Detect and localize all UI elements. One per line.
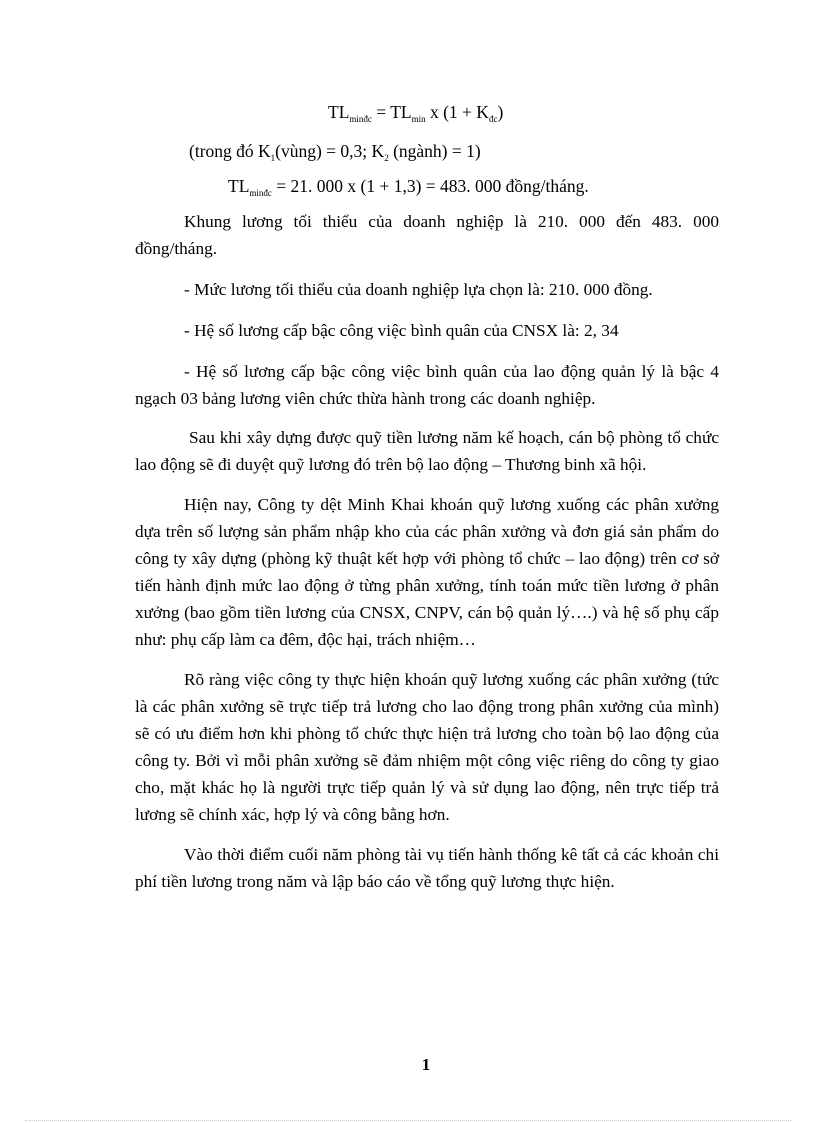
- formula-term: ): [497, 102, 504, 122]
- formula-text: = 21. 000 x (1 + 1,3) = 483. 000 đồng/tháng.: [271, 176, 589, 196]
- paragraph-manager-coefficient: - Hệ số lương cấp bậc công việc bình quân của lao động quản lý là bậc 4 ngạch 03 bảng lương viên chức thừa hành trong các doanh nghiệp.: [135, 362, 719, 408]
- paragraph-advantages: Rõ ràng việc công ty thực hiện khoán quỹ lương xuống các phân xưởng (tức là các phân xưởng sẽ trực tiếp trả lương cho lao động trong phân xưởng của mình) sẽ có ưu điểm hơn khi phòng tổ chức thực hiện trả lương cho toàn bộ lao động của công ty. Bởi vì mỗi phân xưởng sẽ đảm nhiệm một công việc riêng do công ty giao cho, mặt khác họ là người trực tiếp quản lý và sử dụng lao động, nên trực tiếp trả lương sẽ chính xác, hợp lý và công bằng hơn.: [135, 670, 719, 824]
- formula-subscript: minđc: [249, 188, 272, 198]
- page-number: 1: [421, 1055, 431, 1074]
- paragraph-fund-approval: Sau khi xây dựng được quỹ tiền lương năm kế hoạch, cán bộ phòng tổ chức lao động sẽ đi duyệt quỹ lương đó trên bộ lao động – Thương binh xã hội.: [135, 428, 719, 474]
- formula-subscript: 2: [384, 153, 389, 163]
- formula-term: TL: [328, 102, 350, 122]
- paragraph-worker-coefficient: - Hệ số lương cấp bậc công việc bình quân của CNSX là: 2, 34: [184, 321, 619, 340]
- formula-text: (vùng) = 0,3; K: [275, 141, 385, 161]
- formula-term: TL: [228, 176, 250, 196]
- formula-operator: =: [371, 102, 391, 122]
- formula-subscript: 1: [270, 153, 276, 163]
- formula-subscript: min: [411, 114, 426, 124]
- page-bottom-border: [25, 1120, 791, 1121]
- document-body: [135, 208, 719, 895]
- formula-calculation-result: [228, 178, 589, 196]
- formula-subscript: minđc: [349, 114, 372, 124]
- formula-subscript: đc: [488, 114, 498, 124]
- formula-text: (ngành) = 1): [388, 141, 481, 161]
- formula-term: x (1 + K: [425, 102, 489, 122]
- formula-coefficients-note: [189, 143, 481, 161]
- formula-text: (trong đó K: [189, 141, 271, 161]
- paragraph-wage-range: Khung lương tối thiểu của doanh nghiệp là 210. 000 đến 483. 000 đồng/tháng.: [135, 212, 719, 258]
- paragraph-minimum-wage-choice: - Mức lương tối thiểu của doanh nghiệp lựa chọn là: 210. 000 đồng.: [184, 280, 653, 299]
- formula-term: TL: [390, 102, 412, 122]
- paragraph-current-practice: Hiện nay, Công ty dệt Minh Khai khoán quỹ lương xuống các phân xưởng dựa trên số lượng sản phẩm nhập kho của các phân xưởng và đơn giá sản phẩm do công ty xây dựng (phòng kỹ thuật kết hợp với phòng tổ chức – lao động) trên cơ sở tiến hành định mức lao động ở từng phân xưởng, tính toán mức tiền lương ở phân xưởng (bao gồm tiền lương của CNSX, CNPV, cán bộ quản lý….) và hệ số phụ cấp như: phụ cấp làm ca đêm, độc hại, trách nhiệm…: [135, 495, 719, 649]
- paragraph-year-end-report: Vào thời điểm cuối năm phòng tài vụ tiến hành thống kê tất cả các khoản chi phí tiền lương trong năm và lập báo cáo về tổng quỹ lương thực hiện.: [135, 845, 719, 891]
- formula-minimum-wage-adjusted: [328, 104, 503, 122]
